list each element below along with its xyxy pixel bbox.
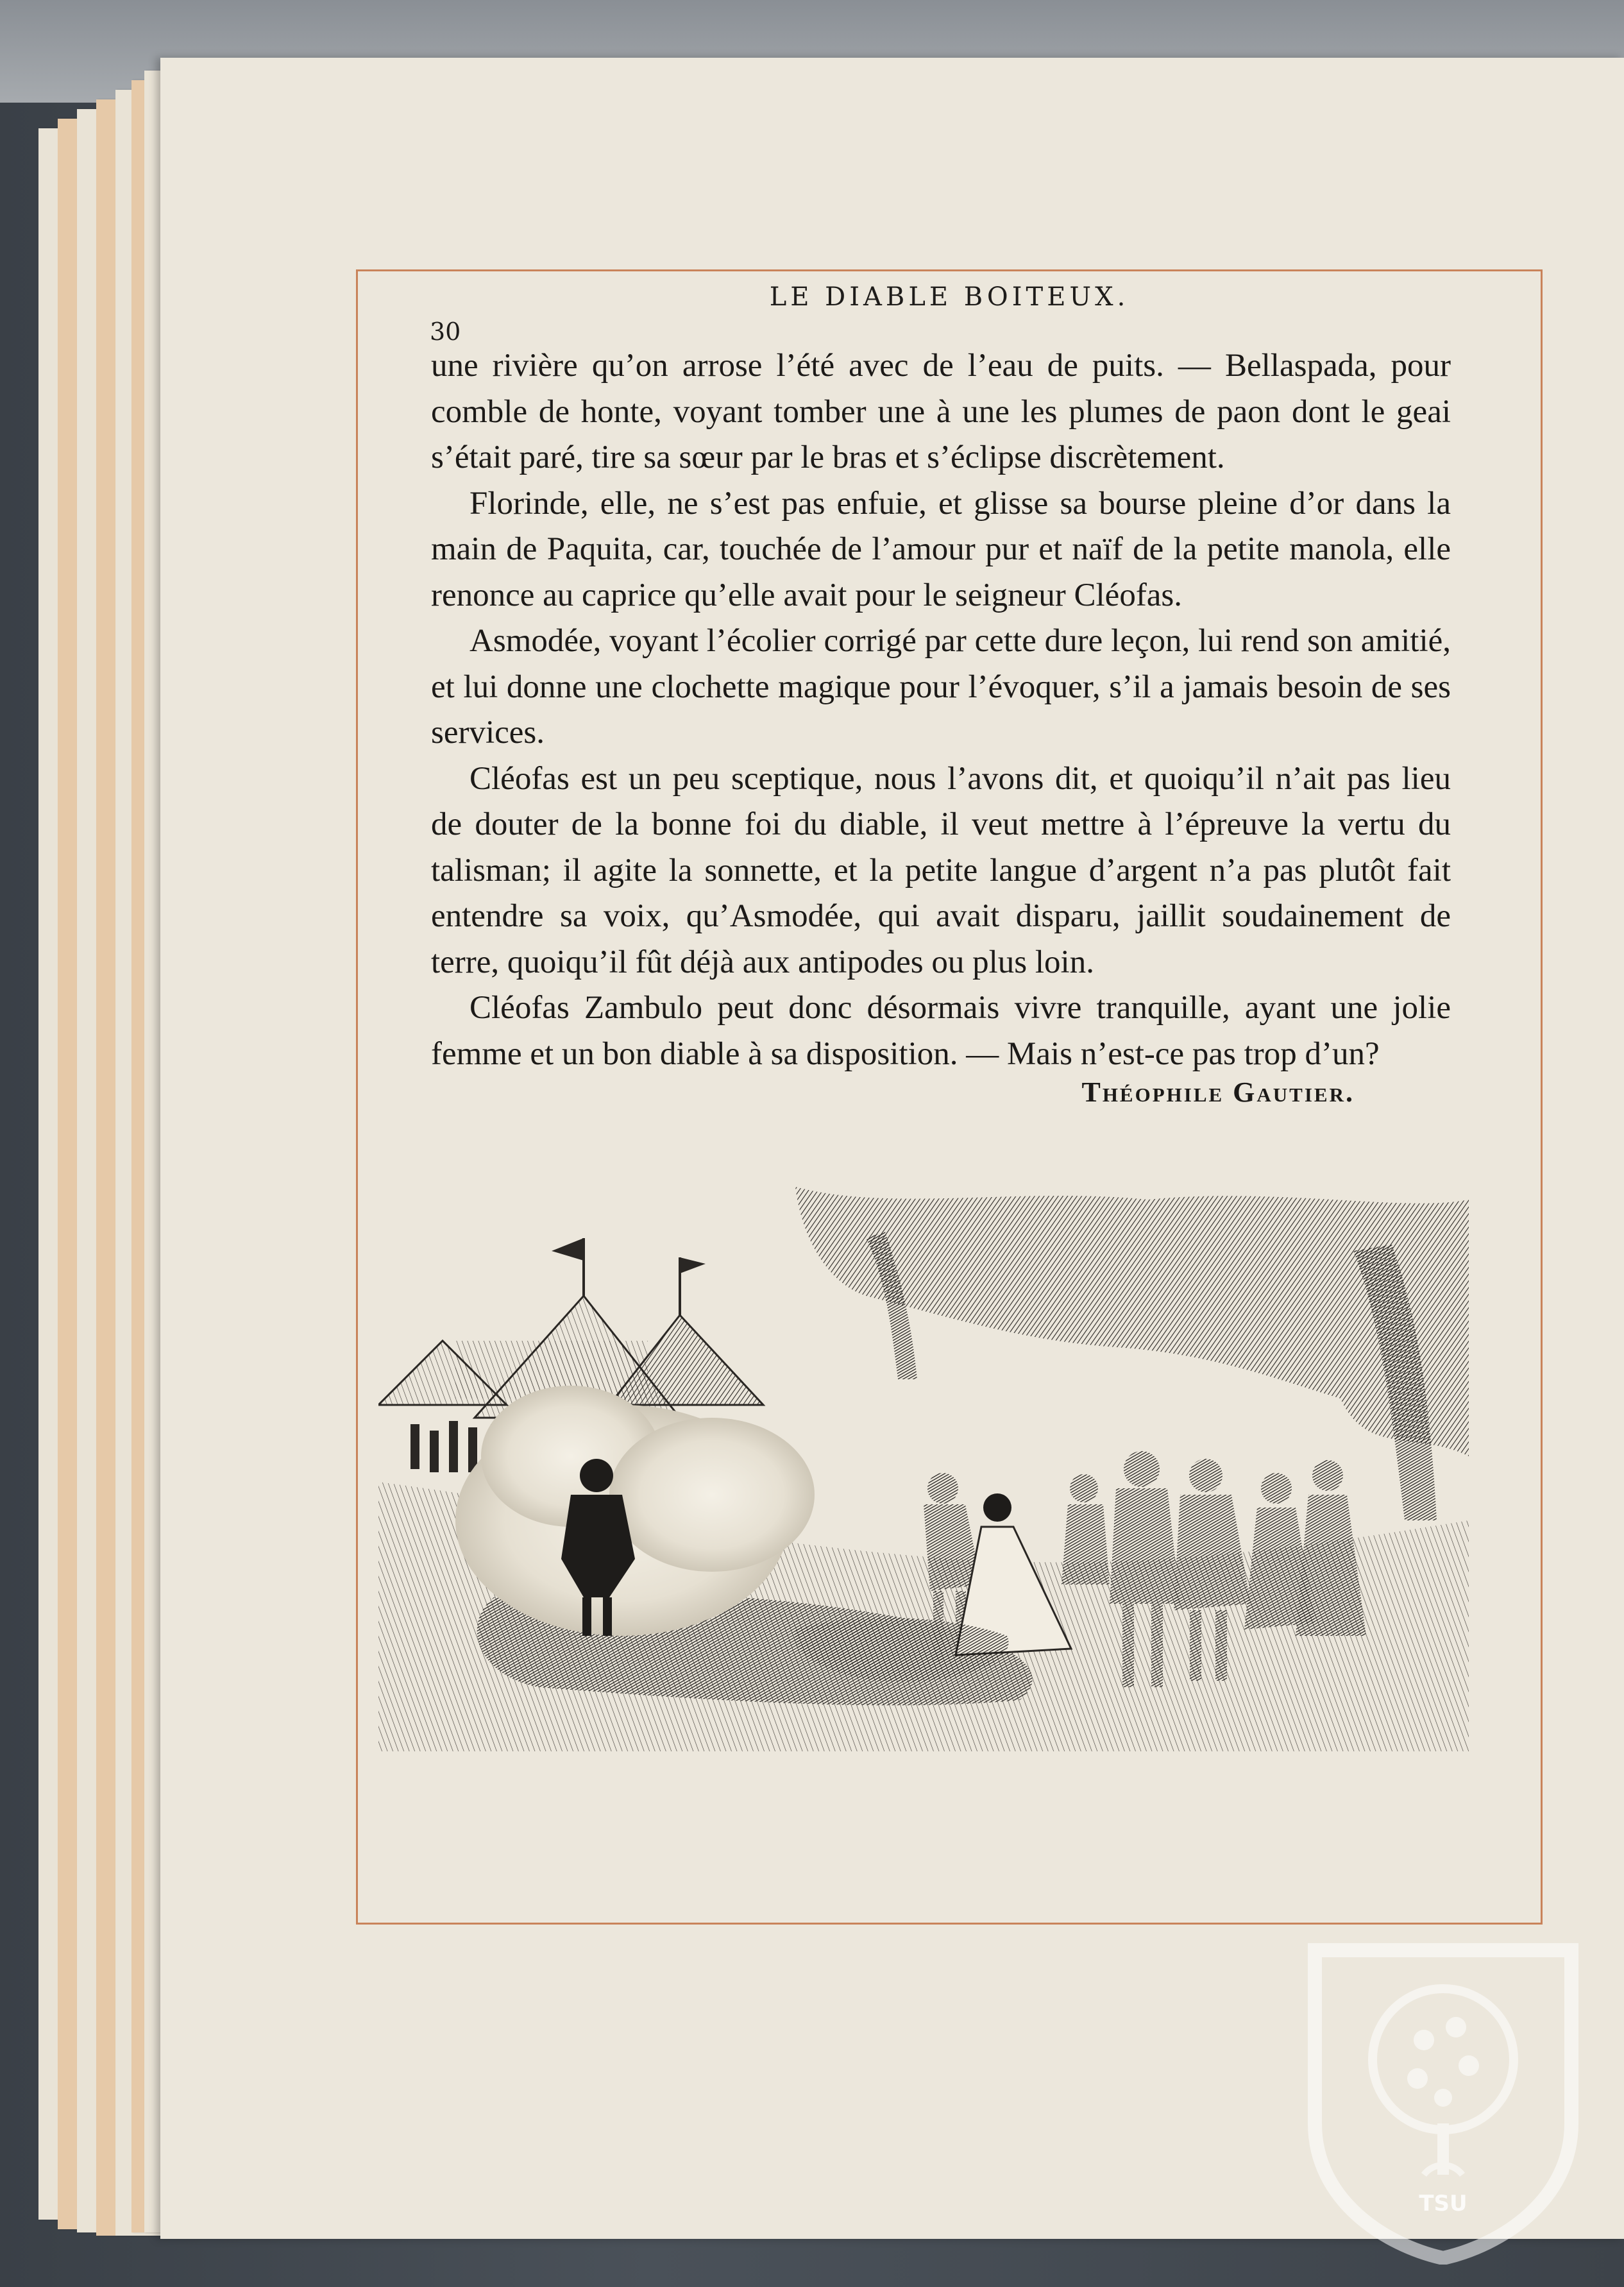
running-head: LE DIABLE BOITEUX. xyxy=(769,282,1129,312)
paragraph: Cléofas Zambulo peut donc désormais vivre tranquille, ayant une jolie femme et un bon diable à sa disposition. — Mais n’est-ce pas trop d’un? xyxy=(431,990,1451,1072)
engraving-illustration xyxy=(378,1187,1469,1751)
paragraph: Florinde, elle, ne s’est pas enfuie, et glisse sa bourse pleine d’or dans la main de Paquita, car, touchée de l’amour pur et naïf de la petite manola, elle renonce au caprice qu’elle avait pour le seigneur Cléofas. xyxy=(431,485,1451,613)
page-number: 30 xyxy=(430,318,461,346)
author-signature: Théophile Gautier. xyxy=(1081,1076,1355,1108)
paragraph: une rivière qu’on arrose l’été avec de l’eau de puits. — Bellaspada, pour comble de honte, voyant tomber une à une les plumes de paon dont le geai s’était paré, tire sa sœur par le bras et s’éclipse discrètement. xyxy=(431,348,1451,475)
body-text xyxy=(431,343,1451,1077)
paragraph: Cléofas est un peu sceptique, nous l’avons dit, et quoiqu’il n’ait pas lieu de douter de la bonne foi du diable, il veut mettre à l’épreuve la vertu du talisman; il agite la sonnette, et la petite langue d’argent n’a pas plutôt fait entendre sa voix, qu’Asmodée, qui avait disparu, jaillit soudainement de terre, quoiqu’il fût déjà aux antipodes ou plus loin. xyxy=(431,760,1451,980)
watermark-label: TSU xyxy=(1419,2191,1468,2216)
paragraph: Asmodée, voyant l’écolier corrigé par cette dure leçon, lui rend son amitié, et lui donne une clochette magique pour l’évoquer, s’il a jamais besoin de ses services. xyxy=(431,623,1451,751)
